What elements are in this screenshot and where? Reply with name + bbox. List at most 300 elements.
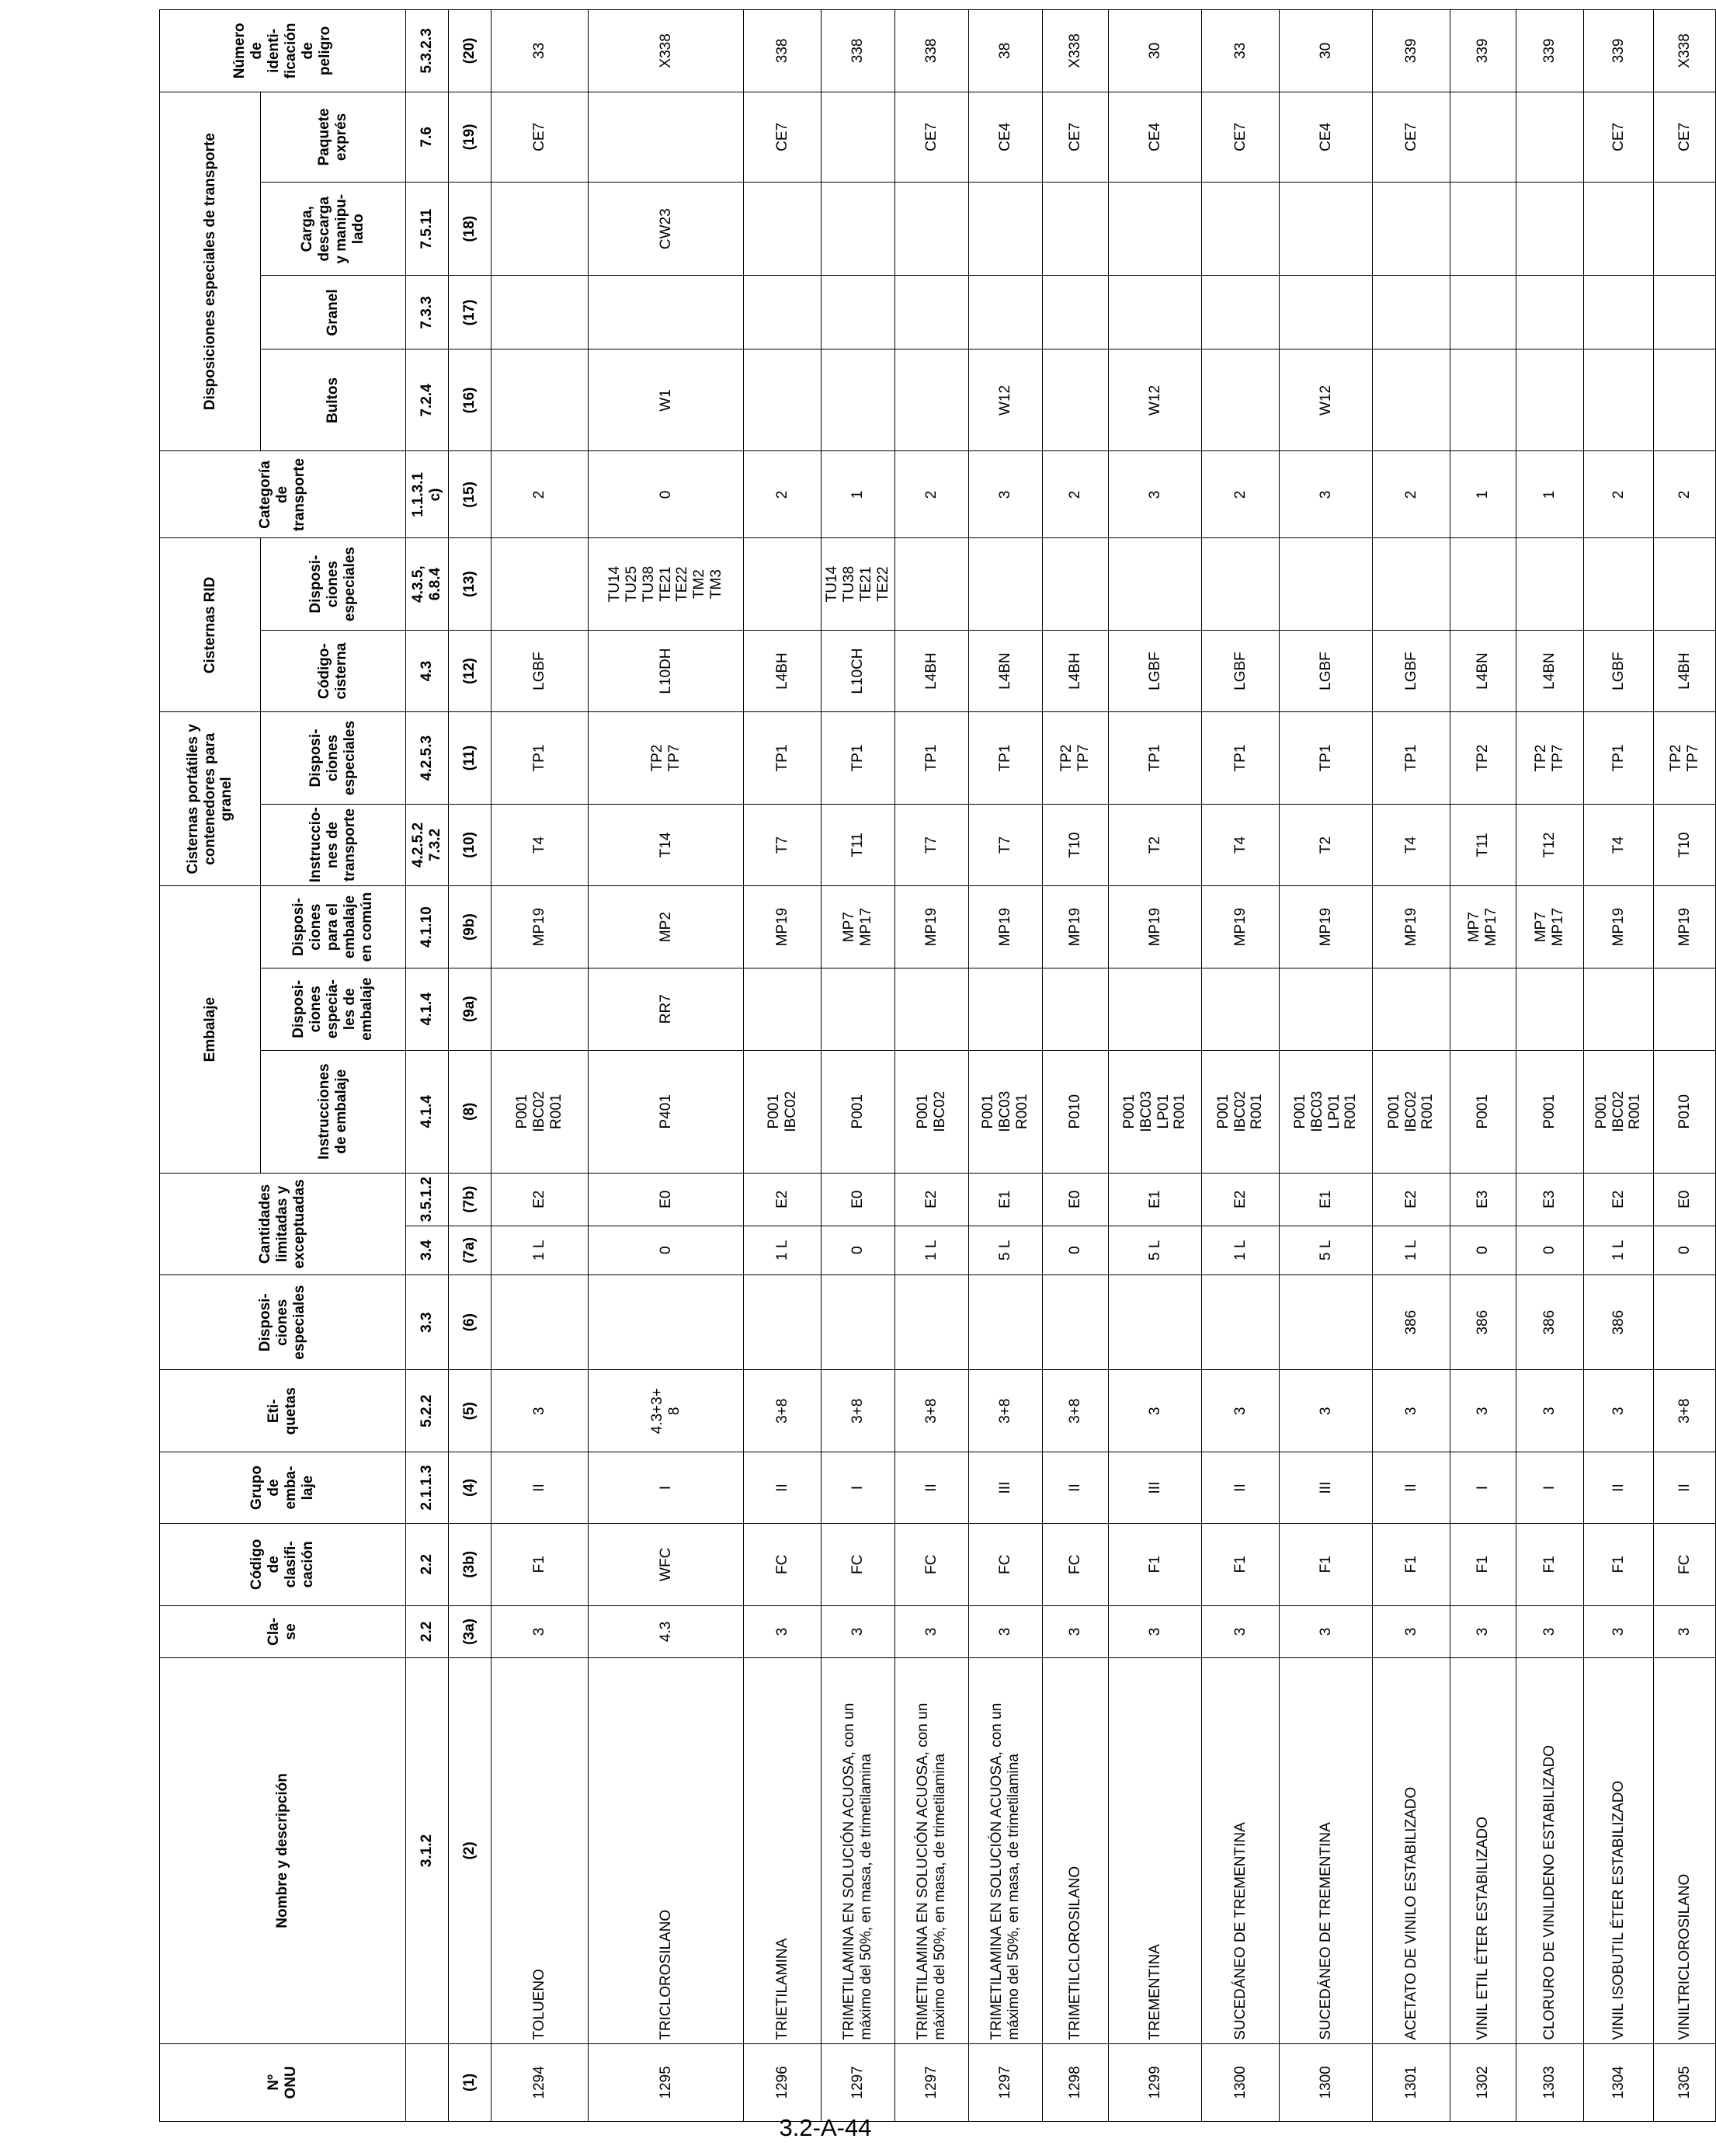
table-cell: 3 bbox=[1450, 1605, 1516, 1658]
table-cell: T4 bbox=[1202, 804, 1280, 886]
table-cell bbox=[1654, 968, 1716, 1050]
table-cell: 3 bbox=[744, 1605, 822, 1658]
header-codigo: Código de clasifi- cación bbox=[160, 1523, 406, 1605]
table-cell: 33 bbox=[492, 10, 589, 92]
table-cell bbox=[1109, 968, 1202, 1050]
table-cell: 3+8 bbox=[822, 1370, 895, 1452]
table-cell: 338 bbox=[822, 10, 895, 92]
column-number-row-cell: (2) bbox=[449, 1658, 492, 2043]
table-cell bbox=[1516, 538, 1584, 630]
table-cell: P001 IBC03 LP01 R001 bbox=[1109, 1050, 1202, 1173]
table-cell: III bbox=[969, 1452, 1043, 1524]
table-cell: SUCEDÁNEO DE TREMENTINA bbox=[1202, 1658, 1280, 2043]
table-cell: 1294 bbox=[492, 2043, 589, 2121]
table-cell: III bbox=[1109, 1452, 1202, 1524]
column-number-row bbox=[449, 10, 492, 2122]
column-number-row-cell: (8) bbox=[449, 1050, 492, 1173]
table-cell: 1298 bbox=[1043, 2043, 1109, 2121]
table-cell: P001 IBC02 R001 bbox=[1584, 1050, 1654, 1173]
column-number-row-cell: (1) bbox=[449, 2043, 492, 2121]
column-number-row-cell: (20) bbox=[449, 10, 492, 92]
table-cell: T10 bbox=[1654, 804, 1716, 886]
table-cell bbox=[969, 276, 1043, 349]
table-cell: 3+8 bbox=[969, 1370, 1043, 1452]
table-cell: LGBF bbox=[1202, 630, 1280, 712]
table-cell: MP19 bbox=[969, 886, 1043, 968]
table-row bbox=[1373, 10, 1450, 2122]
table-cell: II bbox=[1043, 1452, 1109, 1524]
table-cell bbox=[1654, 276, 1716, 349]
table-cell bbox=[1654, 183, 1716, 276]
reference-row-cell: 3.5.1.2 bbox=[406, 1173, 449, 1226]
table-cell bbox=[744, 538, 822, 630]
table-cell: 339 bbox=[1450, 10, 1516, 92]
table-cell bbox=[1280, 183, 1373, 276]
table-cell: L10DH bbox=[589, 630, 744, 712]
table-cell: 3 bbox=[492, 1370, 589, 1452]
table-cell: FC bbox=[969, 1523, 1043, 1605]
table-cell: CE7 bbox=[895, 92, 969, 182]
reference-row-cell: 3.4 bbox=[406, 1226, 449, 1274]
column-number-row-cell: (16) bbox=[449, 349, 492, 451]
reference-row-cell: 4.3 bbox=[406, 630, 449, 712]
table-cell: MP19 bbox=[1109, 886, 1202, 968]
table-cell: 3+8 bbox=[744, 1370, 822, 1452]
table-cell: 3 bbox=[1280, 451, 1373, 538]
table-cell: 2 bbox=[1202, 451, 1280, 538]
table-cell: FC bbox=[1043, 1523, 1109, 1605]
table-cell bbox=[1516, 968, 1584, 1050]
reference-row-cell: 7.2.4 bbox=[406, 349, 449, 451]
table-cell: 1 L bbox=[1373, 1226, 1450, 1274]
table-cell bbox=[492, 968, 589, 1050]
table-cell: T4 bbox=[1373, 804, 1450, 886]
table-cell: TRIMETILAMINA EN SOLUCIÓN ACUOSA, con un máximo del 50%, en masa, de trimetilamina bbox=[822, 1658, 895, 2043]
table-cell: 3+8 bbox=[1043, 1370, 1109, 1452]
table-cell: E1 bbox=[969, 1173, 1043, 1226]
table-cell: MP19 bbox=[1584, 886, 1654, 968]
table-cell: TP1 bbox=[492, 712, 589, 804]
table-cell bbox=[1043, 183, 1109, 276]
table-cell: CE7 bbox=[744, 92, 822, 182]
table-cell: LGBF bbox=[1280, 630, 1373, 712]
table-cell bbox=[589, 92, 744, 182]
table-cell: 1302 bbox=[1450, 2043, 1516, 2121]
page-number: 3.2-A-44 bbox=[779, 2114, 872, 2141]
table-cell bbox=[1373, 183, 1450, 276]
reference-row-cell: 4.2.5.2 7.3.2 bbox=[406, 804, 449, 886]
table-cell: WFC bbox=[589, 1523, 744, 1605]
table-cell: T4 bbox=[1584, 804, 1654, 886]
table-cell: E2 bbox=[492, 1173, 589, 1226]
table-cell: 33 bbox=[1202, 10, 1280, 92]
table-cell: W12 bbox=[1109, 349, 1202, 451]
table-cell: 0 bbox=[822, 1226, 895, 1274]
table-cell: MP19 bbox=[492, 886, 589, 968]
table-cell: 3 bbox=[492, 1605, 589, 1658]
reference-row-cell: 2.2 bbox=[406, 1523, 449, 1605]
column-number-row-cell: (17) bbox=[449, 276, 492, 349]
table-cell: II bbox=[492, 1452, 589, 1524]
header-bultos: Bultos bbox=[261, 349, 406, 451]
table-cell bbox=[895, 968, 969, 1050]
table-cell: I bbox=[589, 1452, 744, 1524]
table-cell: II bbox=[1654, 1452, 1716, 1524]
table-cell: TREMENTINA bbox=[1109, 1658, 1202, 2043]
table-cell: LGBF bbox=[1373, 630, 1450, 712]
table-cell: L10CH bbox=[822, 630, 895, 712]
table-cell: TP1 bbox=[895, 712, 969, 804]
table-cell: TU14 TU38 TE21 TE22 bbox=[822, 538, 895, 630]
column-number-row-cell: (9a) bbox=[449, 968, 492, 1050]
header-row-top bbox=[160, 10, 261, 2122]
table-cell: 3 bbox=[1280, 1370, 1373, 1452]
table-cell: 2 bbox=[1584, 451, 1654, 538]
table-cell bbox=[1280, 276, 1373, 349]
table-cell: 38 bbox=[969, 10, 1043, 92]
table-cell bbox=[1584, 349, 1654, 451]
table-cell bbox=[1202, 968, 1280, 1050]
table-cell: I bbox=[1450, 1452, 1516, 1524]
table-cell: SUCEDÁNEO DE TREMENTINA bbox=[1280, 1658, 1373, 2043]
table-cell: 1300 bbox=[1280, 2043, 1373, 2121]
table-cell: 1 L bbox=[744, 1226, 822, 1274]
reference-row-cell: 4.2.5.3 bbox=[406, 712, 449, 804]
table-cell bbox=[1654, 349, 1716, 451]
table-cell bbox=[1450, 538, 1516, 630]
table-cell: 339 bbox=[1516, 10, 1584, 92]
table-cell bbox=[1109, 538, 1202, 630]
table-cell: CE4 bbox=[1280, 92, 1373, 182]
table-cell: E2 bbox=[744, 1173, 822, 1226]
table-row bbox=[744, 10, 822, 2122]
table-cell: L4BN bbox=[1450, 630, 1516, 712]
table-cell: W12 bbox=[1280, 349, 1373, 451]
header-grupo: Grupo de emba- laje bbox=[160, 1452, 406, 1524]
table-cell: P001 bbox=[1450, 1050, 1516, 1173]
table-cell: E0 bbox=[589, 1173, 744, 1226]
table-cell: 1 L bbox=[492, 1226, 589, 1274]
table-cell: E2 bbox=[1202, 1173, 1280, 1226]
header-disposiciones-especiales: Disposi- ciones especiales bbox=[160, 1274, 406, 1370]
table-cell: 2 bbox=[1043, 451, 1109, 538]
table-cell: TP1 bbox=[969, 712, 1043, 804]
table-cell: FC bbox=[895, 1523, 969, 1605]
table-cell bbox=[1373, 538, 1450, 630]
table-cell: 5 L bbox=[969, 1226, 1043, 1274]
table-cell: TP1 bbox=[1109, 712, 1202, 804]
table-cell: F1 bbox=[1584, 1523, 1654, 1605]
table-cell: 3 bbox=[1280, 1605, 1373, 1658]
table-cell bbox=[1109, 183, 1202, 276]
table-cell: T7 bbox=[969, 804, 1043, 886]
table-cell: 2 bbox=[895, 451, 969, 538]
header-embalaje: Embalaje bbox=[160, 886, 261, 1174]
table-cell bbox=[1202, 276, 1280, 349]
reference-row-cell: 4.1.4 bbox=[406, 968, 449, 1050]
table-cell: 3+8 bbox=[1654, 1370, 1716, 1452]
table-cell: 3 bbox=[1584, 1370, 1654, 1452]
table-cell: II bbox=[1584, 1452, 1654, 1524]
table-row bbox=[1584, 10, 1654, 2122]
header-disposiciones-transporte: Disposiciones especiales de transporte bbox=[160, 92, 261, 451]
header-onu: Nº ONU bbox=[160, 2043, 406, 2121]
reference-row-cell: 4.3.5, 6.8.4 bbox=[406, 538, 449, 630]
table-cell bbox=[1280, 968, 1373, 1050]
table-cell: T11 bbox=[822, 804, 895, 886]
reference-row-cell: 3.1.2 bbox=[406, 1658, 449, 2043]
header-instrucciones-transporte: Instruccio- nes de transporte bbox=[261, 804, 406, 886]
header-paquete-expres: Paquete exprés bbox=[261, 92, 406, 182]
dangerous-goods-table bbox=[159, 9, 1716, 2122]
table-cell bbox=[1450, 349, 1516, 451]
table-cell: 1301 bbox=[1373, 2043, 1450, 2121]
column-number-row-cell: (13) bbox=[449, 538, 492, 630]
reference-row-cell: 4.1.4 bbox=[406, 1050, 449, 1173]
table-cell: CE7 bbox=[1043, 92, 1109, 182]
table-cell bbox=[492, 276, 589, 349]
reference-row-cell: 5.2.2 bbox=[406, 1370, 449, 1452]
table-cell: TP1 bbox=[1280, 712, 1373, 804]
table-cell bbox=[822, 349, 895, 451]
table-cell: 339 bbox=[1373, 10, 1450, 92]
table-cell: P001 IBC02 R001 bbox=[492, 1050, 589, 1173]
rotated-page bbox=[159, 9, 1701, 2122]
table-cell: 3 bbox=[1202, 1370, 1280, 1452]
table-cell: CE7 bbox=[1584, 92, 1654, 182]
table-cell: 2 bbox=[1654, 451, 1716, 538]
table-cell: T7 bbox=[744, 804, 822, 886]
table-cell bbox=[492, 183, 589, 276]
header-disposiciones-cisternas: Disposi- ciones especiales bbox=[261, 712, 406, 804]
table-cell: 3 bbox=[1202, 1605, 1280, 1658]
table-cell bbox=[589, 276, 744, 349]
table-cell: 0 bbox=[589, 451, 744, 538]
header-etiquetas: Eti- quetas bbox=[160, 1370, 406, 1452]
table-cell: CE7 bbox=[1654, 92, 1716, 182]
table-cell bbox=[1654, 1274, 1716, 1370]
table-cell: E1 bbox=[1109, 1173, 1202, 1226]
table-cell bbox=[895, 538, 969, 630]
table-cell: F1 bbox=[1109, 1523, 1202, 1605]
table-cell: 1 L bbox=[1202, 1226, 1280, 1274]
table-cell: 1 bbox=[822, 451, 895, 538]
table-cell: TP1 bbox=[1202, 712, 1280, 804]
table-cell bbox=[1373, 349, 1450, 451]
table-cell: T7 bbox=[895, 804, 969, 886]
table-row bbox=[822, 10, 895, 2122]
table-cell bbox=[895, 276, 969, 349]
table-cell bbox=[744, 1274, 822, 1370]
table-row bbox=[589, 10, 744, 2122]
table-cell bbox=[1043, 276, 1109, 349]
table-cell: CLORURO DE VINILIDENO ESTABILIZADO bbox=[1516, 1658, 1584, 2043]
reference-row-cell: 7.3.3 bbox=[406, 276, 449, 349]
table-cell bbox=[969, 1274, 1043, 1370]
table-cell: T2 bbox=[1280, 804, 1373, 886]
table-cell bbox=[1654, 538, 1716, 630]
table-cell: F1 bbox=[1202, 1523, 1280, 1605]
table-cell: 3 bbox=[1516, 1605, 1584, 1658]
table-cell: E2 bbox=[1373, 1173, 1450, 1226]
table-cell: F1 bbox=[1373, 1523, 1450, 1605]
table-row bbox=[895, 10, 969, 2122]
table-cell: E0 bbox=[1654, 1173, 1716, 1226]
header-granel: Granel bbox=[261, 276, 406, 349]
table-cell: E0 bbox=[822, 1173, 895, 1226]
table-cell: P001 bbox=[822, 1050, 895, 1173]
table-cell: P001 IBC02 R001 bbox=[1202, 1050, 1280, 1173]
table-cell bbox=[822, 276, 895, 349]
table-cell bbox=[492, 538, 589, 630]
table-cell: LGBF bbox=[1109, 630, 1202, 712]
table-cell: TRIMETILAMINA EN SOLUCIÓN ACUOSA, con un máximo del 50%, en masa, de trimetilamina bbox=[969, 1658, 1043, 2043]
table-cell: TOLUENO bbox=[492, 1658, 589, 2043]
table-cell: L4BN bbox=[969, 630, 1043, 712]
table-cell: W12 bbox=[969, 349, 1043, 451]
table-cell bbox=[1109, 1274, 1202, 1370]
table-cell: II bbox=[895, 1452, 969, 1524]
table-cell: 2 bbox=[1373, 451, 1450, 538]
table-cell bbox=[969, 538, 1043, 630]
table-cell: I bbox=[1516, 1452, 1584, 1524]
reference-row bbox=[406, 10, 449, 2122]
table-body bbox=[406, 10, 1716, 2122]
header-cisternas-rid: Cisternas RID bbox=[160, 538, 261, 712]
table-cell: 0 bbox=[1043, 1226, 1109, 1274]
table-cell: FC bbox=[1654, 1523, 1716, 1605]
table-cell: MP19 bbox=[895, 886, 969, 968]
table-cell: 3 bbox=[822, 1605, 895, 1658]
table-cell: 386 bbox=[1373, 1274, 1450, 1370]
table-cell: 1300 bbox=[1202, 2043, 1280, 2121]
table-cell: 1305 bbox=[1654, 2043, 1716, 2121]
column-number-row-cell: (5) bbox=[449, 1370, 492, 1452]
column-number-row-cell: (4) bbox=[449, 1452, 492, 1524]
table-cell: CE7 bbox=[1373, 92, 1450, 182]
table-cell bbox=[822, 1274, 895, 1370]
table-row bbox=[969, 10, 1043, 2122]
table-cell: X338 bbox=[1654, 10, 1716, 92]
header-disposiciones-embalaje: Disposi- ciones especia- les de embalaje bbox=[261, 968, 406, 1050]
column-number-row-cell: (3b) bbox=[449, 1523, 492, 1605]
reference-row-cell: 5.3.2.3 bbox=[406, 10, 449, 92]
header-cisternas-portatiles: Cisternas portátiles y contenedores para granel bbox=[160, 712, 261, 886]
table-cell: II bbox=[1373, 1452, 1450, 1524]
table-row bbox=[1280, 10, 1373, 2122]
table-row bbox=[1516, 10, 1584, 2122]
table-cell: 5 L bbox=[1109, 1226, 1202, 1274]
table-cell: MP19 bbox=[744, 886, 822, 968]
table-cell: E1 bbox=[1280, 1173, 1373, 1226]
column-number-row-cell: (3a) bbox=[449, 1605, 492, 1658]
table-cell bbox=[969, 183, 1043, 276]
table-cell: 3 bbox=[1109, 451, 1202, 538]
table-cell: FC bbox=[744, 1523, 822, 1605]
table-cell: 5 L bbox=[1280, 1226, 1373, 1274]
table-cell: ACETATO DE VINILO ESTABILIZADO bbox=[1373, 1658, 1450, 2043]
table-cell: TRIMETILAMINA EN SOLUCIÓN ACUOSA, con un máximo del 50%, en masa, de trimetilamina bbox=[895, 1658, 969, 2043]
table-cell bbox=[1450, 276, 1516, 349]
table-cell: II bbox=[1202, 1452, 1280, 1524]
table-cell: L4BH bbox=[1043, 630, 1109, 712]
table-cell bbox=[1202, 538, 1280, 630]
table-cell: 3 bbox=[1109, 1605, 1202, 1658]
table-row bbox=[1202, 10, 1280, 2122]
table-cell: P001 IBC03 R001 bbox=[969, 1050, 1043, 1173]
header-cantidades: Cantidades limitadas y exceptuadas bbox=[160, 1173, 406, 1274]
table-cell bbox=[492, 1274, 589, 1370]
table-cell bbox=[589, 1274, 744, 1370]
table-cell: CE4 bbox=[969, 92, 1043, 182]
table-cell: MP19 bbox=[1043, 886, 1109, 968]
table-cell: E0 bbox=[1043, 1173, 1109, 1226]
table-cell: T2 bbox=[1109, 804, 1202, 886]
table-cell bbox=[1043, 1274, 1109, 1370]
table-cell bbox=[1373, 968, 1450, 1050]
table-cell: 30 bbox=[1109, 10, 1202, 92]
table-cell: P001 IBC02 bbox=[895, 1050, 969, 1173]
table-cell: L4BN bbox=[1516, 630, 1584, 712]
table-cell: P001 IBC02 bbox=[744, 1050, 822, 1173]
table-cell: 3 bbox=[895, 1605, 969, 1658]
table-cell: 1 L bbox=[895, 1226, 969, 1274]
table-cell: TP1 bbox=[1584, 712, 1654, 804]
header-nombre: Nombre y descripción bbox=[160, 1658, 406, 2043]
table-cell: 1 L bbox=[1584, 1226, 1654, 1274]
header-instrucciones-embalaje: Instrucciones de embalaje bbox=[261, 1050, 406, 1173]
table-row bbox=[1450, 10, 1516, 2122]
table-cell bbox=[969, 968, 1043, 1050]
table-cell bbox=[822, 183, 895, 276]
table-cell bbox=[1516, 183, 1584, 276]
table-cell: T10 bbox=[1043, 804, 1109, 886]
table-cell: 2 bbox=[744, 451, 822, 538]
reference-row-cell: 1.1.3.1 c) bbox=[406, 451, 449, 538]
table-cell bbox=[1584, 538, 1654, 630]
reference-row-cell: 2.2 bbox=[406, 1605, 449, 1658]
table-cell: 1303 bbox=[1516, 2043, 1584, 2121]
table-cell: CE4 bbox=[1109, 92, 1202, 182]
table-cell: III bbox=[1280, 1452, 1373, 1524]
table-cell: TRIMETILCLOROSILANO bbox=[1043, 1658, 1109, 2043]
table-cell bbox=[744, 276, 822, 349]
table-cell: CW23 bbox=[589, 183, 744, 276]
table-cell: CE7 bbox=[492, 92, 589, 182]
table-cell: MP19 bbox=[1202, 886, 1280, 968]
table-cell: L4BH bbox=[1654, 630, 1716, 712]
table-cell bbox=[1043, 968, 1109, 1050]
table-cell bbox=[1516, 349, 1584, 451]
table-cell: 1295 bbox=[589, 2043, 744, 2121]
header-categoria: Categoría de transporte bbox=[160, 451, 406, 538]
table-cell: P010 bbox=[1043, 1050, 1109, 1173]
table-cell: 3 bbox=[1584, 1605, 1654, 1658]
table-cell: F1 bbox=[1516, 1523, 1584, 1605]
table-cell: T4 bbox=[492, 804, 589, 886]
table-cell: 1 bbox=[1450, 451, 1516, 538]
header-disposiciones-cisternas-rid: Disposi- ciones especiales bbox=[261, 538, 406, 630]
table-cell: 3+8 bbox=[895, 1370, 969, 1452]
table-cell: 3 bbox=[1109, 1370, 1202, 1452]
table-cell: P001 IBC03 LP01 R001 bbox=[1280, 1050, 1373, 1173]
table-cell bbox=[895, 183, 969, 276]
table-cell: T11 bbox=[1450, 804, 1516, 886]
table-cell: P001 IBC02 R001 bbox=[1373, 1050, 1450, 1173]
table-cell bbox=[1516, 276, 1584, 349]
reference-row-cell: 4.1.10 bbox=[406, 886, 449, 968]
table-cell bbox=[1373, 276, 1450, 349]
